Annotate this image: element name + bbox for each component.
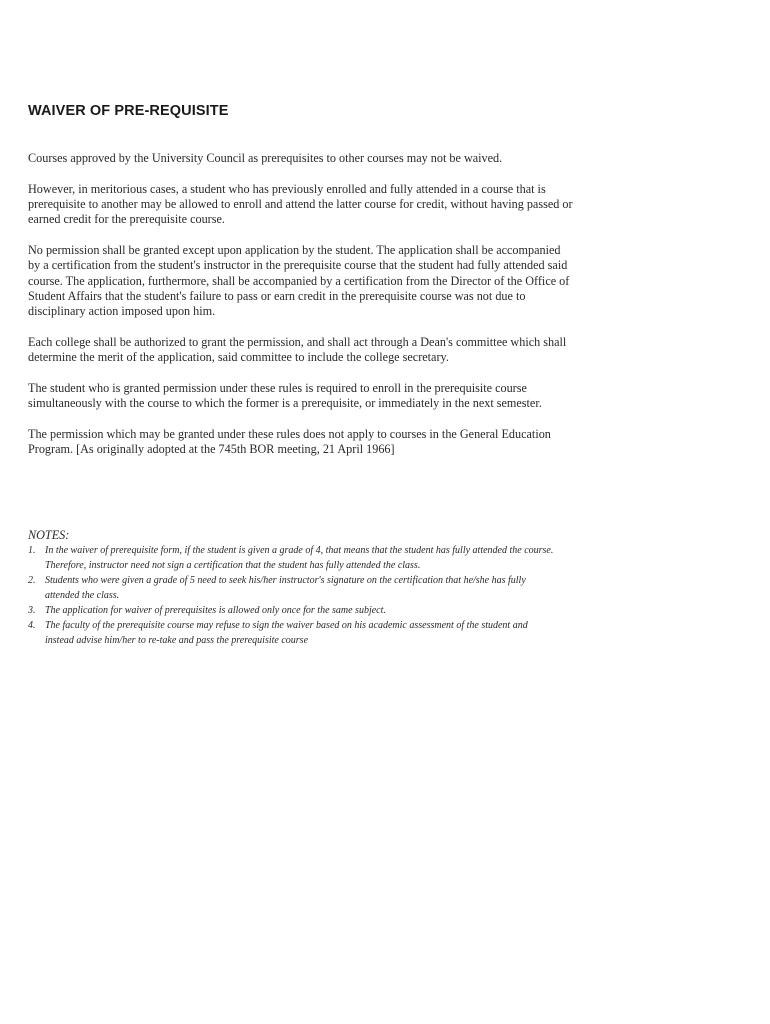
note-item bbox=[28, 573, 558, 603]
paragraph: However, in meritorious cases, a student who has previously enrolled and fully attended in a course that is prerequisite to another may be allowed to enroll and attend the latter course for credit, without having passed or earned credit for the prerequisite course. bbox=[28, 182, 573, 227]
paragraph: Courses approved by the University Council as prerequisites to other courses may not be waived. bbox=[28, 151, 503, 165]
paragraph: No permission shall be granted except upon application by the student. The application shall be accompanied by a certification from the student's instructor in the prerequisite course that the student had fully attended said course. The application, furthermore, shall be accompanied by a certification from the Director of the Office of Student Affairs that the student's failure to pass or earn credit in the prerequisite course was not due to disciplinary action imposed upon him. bbox=[28, 243, 570, 318]
document-body bbox=[28, 151, 573, 473]
note-text: Students who were given a grade of 5 need to seek his/her instructor's signature on the certification that he/she has fully attended the class. bbox=[45, 575, 526, 601]
note-number: 4. bbox=[28, 620, 36, 631]
paragraph: Each college shall be authorized to grant the permission, and shall act through a Dean's committee which shall determine the merit of the application, said committee to include the college secretary. bbox=[28, 334, 567, 364]
notes-list bbox=[28, 543, 558, 648]
note-number: 1. bbox=[28, 545, 36, 556]
document-title: WAIVER OF PRE-REQUISITE bbox=[28, 103, 229, 119]
note-item bbox=[28, 603, 558, 618]
paragraph: The permission which may be granted under these rules does not apply to courses in the General Education Program. [As originally adopted at the 745th BOR meeting, 21 April 1966] bbox=[28, 427, 551, 457]
notes-heading: NOTES: bbox=[28, 528, 70, 542]
notes-section bbox=[28, 528, 558, 648]
note-text: In the waiver of prerequisite form, if the student is given a grade of 4, that means that the student has fully attended the course. Therefore, instructor need not sign a certification that the student has fully attended the class. bbox=[45, 545, 554, 571]
note-number: 2. bbox=[28, 575, 36, 586]
note-text: The faculty of the prerequisite course may refuse to sign the waiver based on his academic assessment of the student and instead advise him/her to re-take and pass the prerequisite course bbox=[45, 620, 528, 646]
note-item bbox=[28, 543, 558, 573]
paragraph: The student who is granted permission under these rules is required to enroll in the prerequisite course simultaneously with the course to which the former is a prerequisite, or immediately in the next semester. bbox=[28, 381, 542, 411]
note-number: 3. bbox=[28, 605, 36, 616]
note-item bbox=[28, 618, 558, 648]
note-text: The application for waiver of prerequisites is allowed only once for the same subject. bbox=[45, 605, 386, 616]
